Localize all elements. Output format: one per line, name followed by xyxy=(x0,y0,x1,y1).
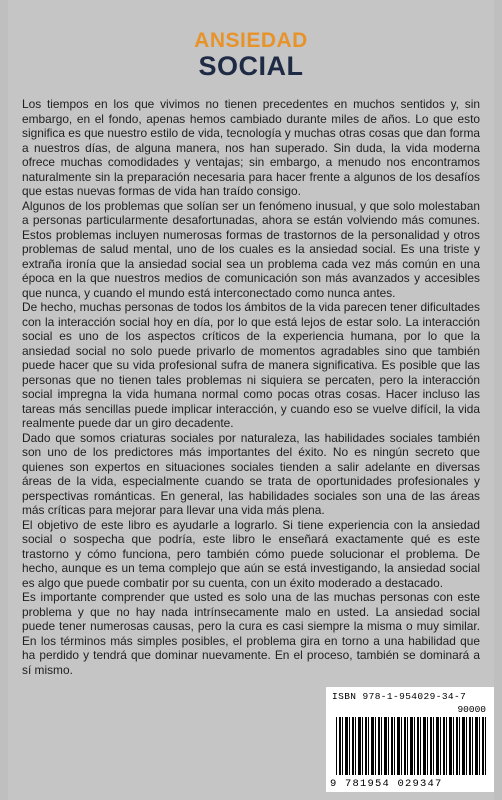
barcode-digits: 9 781954 029347 xyxy=(330,778,443,790)
book-title xyxy=(8,30,494,80)
isbn-barcode xyxy=(326,687,494,792)
title-line-social: SOCIAL xyxy=(198,51,304,81)
price-code: 90000 xyxy=(457,704,486,715)
blurb-paragraph-6: Es importante comprender que usted es solo una de las muchas personas con este problema y que no hay nada intrínsecamente malo en usted. La ansiedad social puede tener numerosas causas, pero la cura es casi siempre la misma o muy similar. En los términos más simples posibles, el problema gira en torno a una habilidad que ha perdido y tendrá que dominar nuevamente. En el proceso, también se dominará a sí mismo. xyxy=(22,590,480,677)
isbn-label: ISBN 978-1-954029-34-7 xyxy=(332,691,467,702)
blurb-paragraph-4: Dado que somos criaturas sociales por naturaleza, las habilidades sociales también son uno de los predictores más importantes del éxito. No es ningún secreto que quienes son expertos en situaciones sociales tienden a salir adelante en diversas áreas de la vida, especialmente cuando se trata de oportunidades profesionales y perspectivas románticas. En general, las habilidades sociales son una de las áreas más críticas para mejorar para llevar una vida más plena. xyxy=(22,430,480,517)
blurb-paragraph-2: Algunos de los problemas que solían ser un fenómeno inusual, y que solo molestaban a personas particularmente desafortunadas, ahora se están volviendo más comunes. Estos problemas incluyen numerosas formas de trastornos de la personalidad y otros problemas de salud mental, uno de los cuales es la ansiedad social. Es una triste y extraña ironía que la ansiedad social sea un problema cada vez más común en una época en la que nuestros medios de comunicación son más avanzados y accesibles que nunca, y cuando el mundo está interconectado como nunca antes. xyxy=(22,198,480,300)
title-line-ansiedad: ANSIEDAD xyxy=(194,29,308,52)
blurb-paragraph-3: De hecho, muchas personas de todos los ámbitos de la vida parecen tener dificultades con la interacción social hoy en día, por lo que está lejos de estar solo. La interacción social es uno de los aspectos críticos de la experiencia humana, por lo que la ansiedad social no solo puede privarlo de momentos agradables sino que también puede hacer que su vida profesional sufra de manera significativa. Es posible que las personas que no tienen tales problemas ni siquiera se percaten, pero la interacción social impregna la vida humana normal como pocas otras cosas. Hacer incluso las tareas más sencillas puede implicar interacción, y cuando eso se vuelve difícil, la vida realmente puede dar un giro decadente. xyxy=(22,300,480,430)
blurb-paragraph-5: El objetivo de este libro es ayudarle a lograrlo. Si tiene experiencia con la ansiedad social o sospecha que podría, este libro le enseñará exactamente qué es este trastorno y cómo funciona, pero también cómo puede solucionar el problema. De hecho, aunque es un tema complejo que aún se está investigando, la ansiedad social es algo que puede combatir por su cuenta, con un éxito moderado a destacado. xyxy=(22,517,480,590)
blurb-text xyxy=(22,97,480,677)
blurb-paragraph-1: Los tiempos en los que vivimos no tienen precedentes en muchos sentidos y, sin embargo, en el fondo, apenas hemos cambiado durante miles de años. Lo que esto significa es que nuestro estilo de vida, tecnología y muchas otras cosas que dan forma a nuestros días, de alguna manera, nos han superado. Sin duda, la vida moderna ofrece muchas comodidades y ventajas; sin embargo, a menudo nos encontramos naturalmente sin la preparación necesaria para hacer frente a algunos de los desafíos que estas nuevas formas de vida han traído consigo. xyxy=(22,97,480,198)
barcode-bars-icon xyxy=(336,717,486,775)
book-back-cover xyxy=(8,0,494,800)
